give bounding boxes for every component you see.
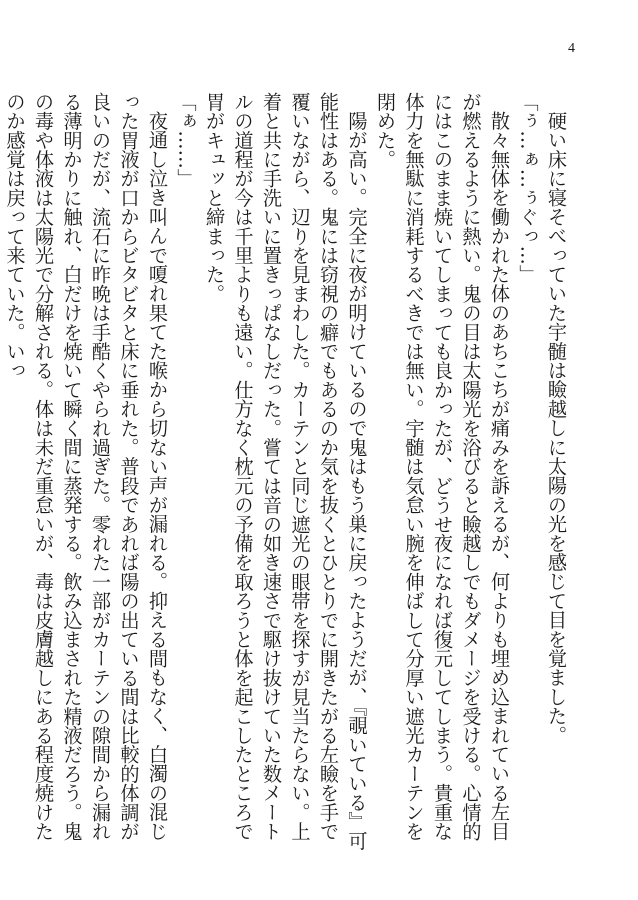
dialog-sigh: 「ぁ……」: [174, 92, 198, 188]
paragraph-eyepatch: 陽が高い。完全に夜が明けているので鬼はもう巣に戻ったようだが、『覗いている』可能性はある。鬼には窃視の癖でもあるのか気を抜くとひとりでに開きたがる左瞼を手で覆いながら、辺りを見まわした。カーテンと同じ遮光の眼帯を探すが見当たらない。上着と共に手洗いに置きっぱなしだった。嘗ては音の如き速さで駆け抜けていた数メートルの道程が今は千里よりも遠い。仕方なく枕元の予備を取ろうと体を起こしたところで胃がキュッと締まった。: [203, 92, 369, 851]
page-number: 4: [568, 41, 575, 56]
paragraph-left-eye: 散々無体を働かれた体のあちこちが痛みを訴えるが、何よりも埋め込まれている左目が燃えるように熱い。鬼の目は太陽光を浴びると瞼越しでもダメージを受ける。心情的にはこのまま焼いてしまっても良かったが、どうせ夜になれば復元してしまう。貴重な体力を無駄に消耗するべきでは無い。宇髄は気怠い腕を伸ばして分厚い遮光カーテンを閉めた。: [374, 92, 511, 841]
paragraph-waking: 硬い床に寝そべっていた宇髄は瞼越しに太陽の光を感じて目を覚ました。: [545, 111, 568, 745]
dialog-groan: 「ぅ…ぁ…ぅぐっ…」: [516, 92, 540, 284]
paragraph-nausea: 夜通し泣き叫んで嗄れ果てた喉から切ない声が漏れる。抑える間もなく、白濁の混じった胃液が口からビタビタと床に垂れた。普段であれば陽の出ている間は比較的体調が良いのだが、流石に昨晩は手酷くやられ過ぎた。零れた一部がカーテンの隙間から漏れる薄明かりに触れ、白だけを焼いて瞬く間に蒸発する。飲み込まされた精液だろう。鬼の毒や体液は太陽光で分解される。体は未だ重怠いが、毒は皮膚越しにある程度焼けたのか感覚は戻って来ていた。いっ: [3, 92, 169, 841]
body-text: [3, 92, 570, 852]
